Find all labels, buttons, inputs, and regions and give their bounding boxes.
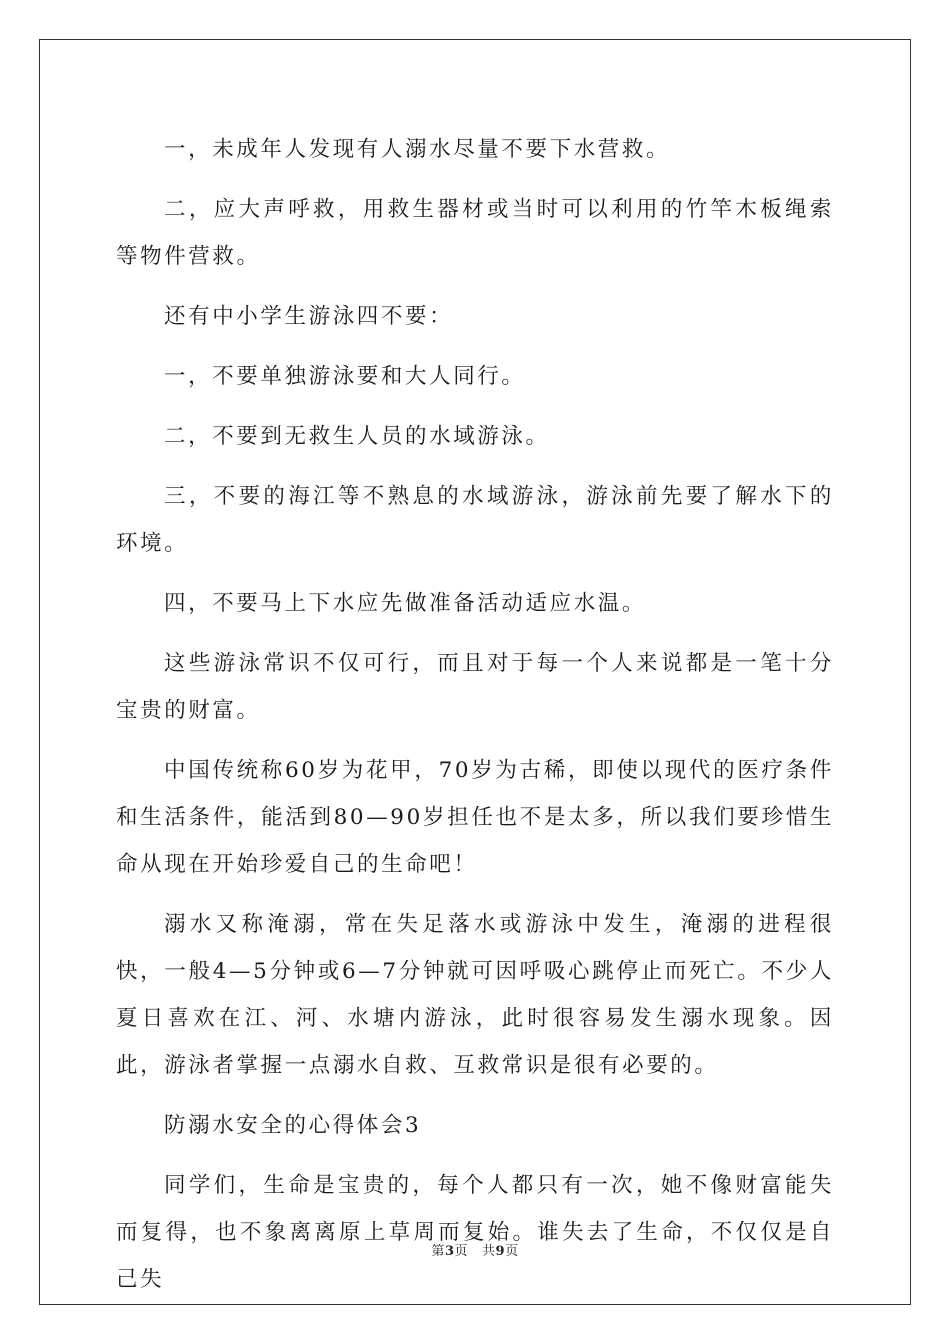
paragraph: 四，不要马上下水应先做准备活动适应水温。 xyxy=(164,591,647,616)
section-heading: 防溺水安全的心得体会3 xyxy=(164,1113,422,1138)
paragraph: 一，不要单独游泳要和大人同行。 xyxy=(164,364,526,389)
page-number: 3 xyxy=(444,1244,455,1259)
paragraph: 还有中小学生游泳四不要： xyxy=(164,304,454,329)
document-body xyxy=(116,126,834,1316)
paragraph: 二，不要到无救生人员的水域游泳。 xyxy=(164,424,550,449)
paragraph: 三，不要的海江等不熟息的水域游泳，游泳前先要了解水下的环境。 xyxy=(116,484,834,556)
paragraph: 溺水又称淹溺，常在失足落水或游泳中发生，淹溺的进程很快，一般4—5分钟或6—7分钟就可因呼吸心跳停止而死亡。不少人夏日喜欢在江、河、水塘内游泳，此时很容易发生溺水现象。因此，游泳者掌握一点溺水自救、互救常识是很有必要的。 xyxy=(116,912,834,1078)
total-suffix: 页 xyxy=(505,1244,519,1259)
paragraph: 中国传统称60岁为花甲，70岁为古稀，即使以现代的医疗条件和生活条件，能活到80—90岁担任也不是太多，所以我们要珍惜生命从现在开始珍爱自己的生命吧！ xyxy=(116,758,834,877)
paragraph: 一，未成年人发现有人溺水尽量不要下水营救。 xyxy=(164,137,671,162)
page-footer xyxy=(0,1240,950,1259)
page-suffix: 页 xyxy=(454,1244,468,1259)
total-prefix: 共 xyxy=(482,1244,496,1259)
paragraph: 这些游泳常识不仅可行，而且对于每一个人来说都是一笔十分宝贵的财富。 xyxy=(116,651,834,723)
page-prefix: 第 xyxy=(431,1244,445,1259)
total-pages: 9 xyxy=(495,1244,506,1259)
paragraph: 二，应大声呼救，用救生器材或当时可以利用的竹竿木板绳索等物件营救。 xyxy=(116,197,834,269)
paragraph: 同学们，生命是宝贵的，每个人都只有一次，她不像财富能失而复得，也不象离离原上草周而复始。谁失去了生命，不仅仅是自己失 xyxy=(116,1173,834,1292)
